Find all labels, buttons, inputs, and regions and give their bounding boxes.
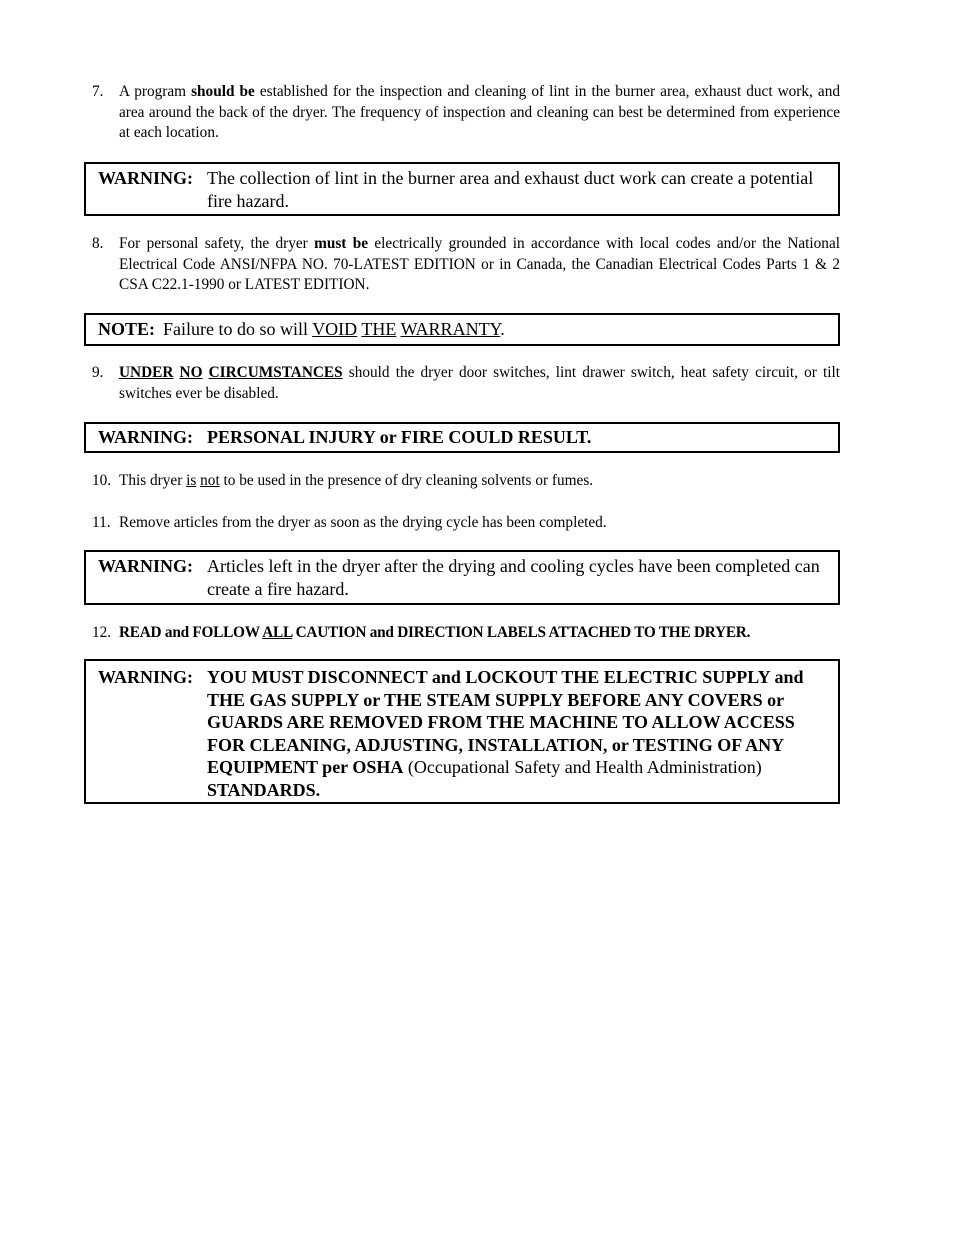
warning-label: WARNING: (98, 427, 194, 447)
warning-box-lint (84, 162, 840, 216)
warning-text: YOU MUST DISCONNECT and LOCKOUT THE ELECTRIC SUPPLY and THE GAS SUPPLY or THE STEAM SUPPLY BEFORE ANY COVERS or GUARDS ARE REMOVED FROM THE MACHINE TO ALLOW ACCESS FOR CLEANING, ADJUSTING, INSTALLATION, or TESTING OF ANY EQUIPMENT per OSHA (Occupational Safety and Health Administration) STANDARDS. (207, 667, 804, 800)
list-item-11 (92, 513, 840, 534)
list-item-12 (92, 623, 840, 644)
item-number: 7. (92, 83, 104, 100)
warning-text: PERSONAL INJURY or FIRE COULD RESULT. (207, 427, 592, 447)
item-number: 9. (92, 364, 104, 381)
item-number: 10. (92, 472, 112, 489)
list-item-10 (92, 471, 840, 492)
note-box-warranty (84, 313, 840, 346)
note-label: NOTE: (98, 319, 156, 339)
item-text: For personal safety, the dryer must be electrically grounded in accordance with local codes and/or the National Electrical Code ANSI/NFPA NO. 70-LATEST EDITION or in Canada, the Canadian Electrical Codes Parts 1 & 2 CSA C22.1-1990 or LATEST EDITION. (119, 235, 840, 293)
warning-text: Articles left in the dryer after the drying and cooling cycles have been completed can create a fire hazard. (207, 556, 820, 599)
item-text: A program should be established for the inspection and cleaning of lint in the burner area, exhaust duct work, and area around the back of the dryer. The frequency of inspection and cleaning can best be determined from experience at each location. (119, 83, 840, 141)
warning-text: The collection of lint in the burner area and exhaust duct work can create a potential fire hazard. (207, 168, 814, 211)
item-number: 11. (92, 514, 111, 531)
warning-box-injury (84, 422, 840, 453)
item-text: Remove articles from the dryer as soon as the drying cycle has been completed. (119, 514, 607, 531)
item-text: READ and FOLLOW ALL CAUTION and DIRECTION LABELS ATTACHED TO THE DRYER. (119, 624, 751, 641)
list-item-7 (92, 82, 840, 144)
item-text: UNDER NO CIRCUMSTANCES should the dryer door switches, lint drawer switch, heat safety circuit, or tilt switches ever be disabled. (119, 364, 840, 402)
warning-box-lockout (84, 659, 840, 804)
item-number: 12. (92, 624, 112, 641)
warning-label: WARNING: (98, 667, 194, 687)
list-item-8 (92, 234, 840, 296)
warning-box-articles (84, 550, 840, 605)
warning-label: WARNING: (98, 556, 194, 576)
warning-label: WARNING: (98, 168, 194, 188)
item-number: 8. (92, 235, 104, 252)
note-text: Failure to do so will VOID THE WARRANTY. (163, 319, 505, 339)
item-text: This dryer is not to be used in the presence of dry cleaning solvents or fumes. (119, 472, 594, 489)
list-item-9 (92, 363, 840, 404)
